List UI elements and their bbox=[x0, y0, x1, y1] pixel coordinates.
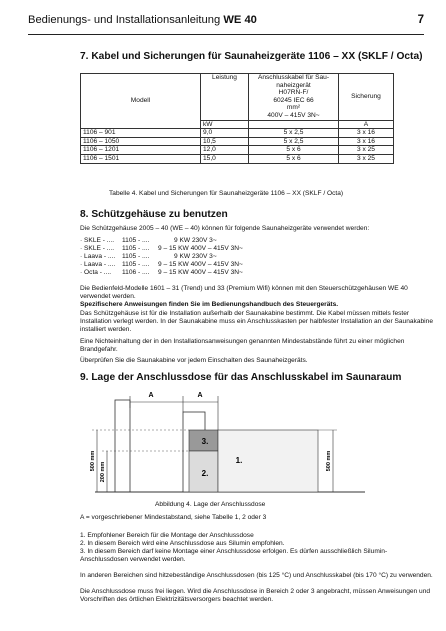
table-header-cable-line: Anschlusskabel für Sau- bbox=[257, 74, 330, 81]
list-item bbox=[80, 237, 330, 245]
cell-model: 1106 – 1501 bbox=[81, 154, 201, 163]
zone-list bbox=[80, 532, 435, 564]
section-8-paragraph-3: Eine Nichteinhaltung der in den Installationsanweisungen genannten Mindestabstände führt zu einer möglichen Brandgefahr. bbox=[80, 338, 405, 353]
figure-caption: Abbildung 4. Lage der Anschlussdose bbox=[155, 501, 266, 508]
wall-section bbox=[115, 400, 130, 492]
label-zone-3: 3. bbox=[201, 437, 209, 446]
list-item bbox=[80, 245, 330, 253]
paragraph-bold: Spezifischere Anweisungen finden Sie im Bedienungshandbuch des Steuergeräts. bbox=[80, 300, 339, 308]
table-row bbox=[81, 137, 394, 146]
label-500-right: 500 mm bbox=[326, 450, 332, 472]
cell-cable: 5 x 6 bbox=[249, 146, 339, 155]
model-code: 1105 - .... bbox=[122, 237, 150, 244]
table-caption: Tabelle 4. Kabel und Sicherungen für Saunaheizgeräte 1106 – XX (SKLF / Octa) bbox=[109, 190, 344, 197]
page-header bbox=[28, 8, 424, 35]
table-unit-power: kW bbox=[201, 120, 249, 129]
table-unit-cable bbox=[249, 120, 339, 129]
cell-fuse: 3 x 25 bbox=[339, 154, 394, 163]
table-header-cable-line: naheizgerät bbox=[276, 81, 311, 89]
model-code: 1105 - .... bbox=[122, 252, 150, 260]
cable-fuse-table bbox=[80, 73, 394, 164]
model-name: · SKLE - .... bbox=[80, 237, 115, 244]
cell-power: 15,0 bbox=[201, 154, 249, 163]
cell-fuse: 3 x 16 bbox=[339, 137, 394, 146]
label-200: 200 mm bbox=[100, 461, 106, 483]
page-number: 7 bbox=[417, 14, 424, 26]
table-row bbox=[81, 129, 394, 138]
cell-fuse: 3 x 25 bbox=[339, 146, 394, 155]
cell-cable: 5 x 2,5 bbox=[249, 129, 339, 138]
cell-cable: 5 x 2,5 bbox=[249, 137, 339, 146]
list-item bbox=[80, 253, 330, 261]
model-spec: 9 KW 230V 3~ bbox=[174, 252, 217, 260]
list-item: 1. Empfohlener Bereich für die Montage der Anschlussdose bbox=[80, 532, 254, 539]
paragraph-text: Die Bedienfeld-Modelle 1601 – 31 (Trend) und 33 (Premium Wifi) können mit den Steuerschützgehäusen WE 40 verwendet werden. bbox=[80, 285, 408, 300]
table-header-cable bbox=[249, 74, 339, 121]
model-code: 1105 - .... bbox=[122, 244, 150, 252]
label-zone-1: 1. bbox=[235, 456, 243, 465]
table-header-model: Modell bbox=[81, 74, 201, 129]
model-code: 1105 - .... bbox=[122, 260, 150, 268]
label-a-left: A bbox=[148, 392, 154, 399]
cell-power: 9,0 bbox=[201, 129, 249, 138]
label-a-right: A bbox=[197, 392, 203, 399]
section-8-heading: 8. Schützgehäuse zu benutzen bbox=[80, 209, 228, 220]
model-spec: 9 – 15 KW 400V – 415V 3N~ bbox=[158, 268, 243, 276]
cell-model: 1106 – 1050 bbox=[81, 137, 201, 146]
table-header-cable-line: 60245 IEC 66 bbox=[273, 96, 314, 104]
table-unit-fuse: A bbox=[339, 120, 394, 129]
cell-model: 1106 – 1201 bbox=[81, 146, 201, 155]
table-row bbox=[81, 146, 394, 155]
cell-power: 12,0 bbox=[201, 146, 249, 155]
zone-1-area bbox=[218, 430, 318, 492]
table-header-cable-line: H07RN-F/ bbox=[278, 89, 309, 97]
table-header-cable-line: mm² bbox=[286, 104, 301, 112]
section-9-paragraph-2: Die Anschlussdose muss frei liegen. Wird die Anschlussdose in Bereich 2 oder 3 angebracht, müssen Anweisungen und Vorschriften des örtlichen Elektrizitätsversorgers beachtet werden. bbox=[80, 588, 431, 603]
header-title-text: Bedienungs- und Installationsanleitung bbox=[28, 14, 221, 26]
section-9-paragraph-1: In anderen Bereichen sind hitzebeständige Anschlussdosen (bis 125 °C) und Anschlusskabel (bis 170 °C) zu verwenden. bbox=[80, 572, 433, 579]
table-header-fuse: Sicherung bbox=[339, 74, 394, 121]
list-item bbox=[80, 269, 330, 277]
list-item: 3. In diesem Bereich darf keine Montage einer Anschlussdose erfolgen. Es dürfen ausschließlich Silumin-Anschlussdosen verwendet werden. bbox=[80, 547, 388, 563]
table-row bbox=[81, 154, 394, 163]
header-model: WE 40 bbox=[223, 14, 257, 26]
cell-model: 1106 – 901 bbox=[81, 129, 201, 138]
model-name: · Laava - .... bbox=[80, 252, 116, 260]
section-9-heading: 9. Lage der Anschlussdose für das Anschlusskabel im Saunaraum bbox=[80, 372, 402, 383]
model-name: · Laava - .... bbox=[80, 260, 116, 268]
label-500-left: 500 mm bbox=[90, 450, 96, 472]
section-8-paragraph-2: Das Schützgehäuse ist für die Installation außerhalb der Saunakabine bestimmt. Die Kabel müssen mittels fester Installation verlegt werden. In der Saunakabine muss ein Anschlusskasten per halbfester Installation an der Saunakabine installiert werden. bbox=[80, 310, 433, 333]
model-spec: 9 – 15 KW 400V – 415V 3N~ bbox=[158, 260, 243, 268]
model-spec: 9 – 15 KW 400V – 415V 3N~ bbox=[158, 244, 243, 252]
model-name: · SKLE - .... bbox=[80, 244, 115, 252]
section-8-paragraph-4: Überprüfen Sie die Saunakabine vor jedem Einschalten des Saunaheizgeräts. bbox=[80, 357, 308, 364]
heater-model-list bbox=[80, 237, 330, 276]
junction-box-figure bbox=[75, 378, 365, 498]
table-header-cable-line: 400V – 415V 3N~ bbox=[267, 111, 320, 119]
section-8-paragraph-1 bbox=[80, 285, 435, 309]
cell-fuse: 3 x 16 bbox=[339, 129, 394, 138]
figure-note: A = vorgeschriebener Mindestabstand, siehe Tabelle 1, 2 oder 3 bbox=[80, 514, 267, 521]
model-code: 1106 - .... bbox=[122, 268, 150, 276]
model-name: · Octa - .... bbox=[80, 268, 112, 276]
cell-power: 10,5 bbox=[201, 137, 249, 146]
model-spec: 9 KW 230V 3~ bbox=[174, 237, 217, 244]
section-7-heading: 7. Kabel und Sicherungen für Saunaheizgeräte 1106 – XX (SKLF / Octa) bbox=[80, 51, 423, 62]
cell-cable: 5 x 6 bbox=[249, 154, 339, 163]
table-header-power: Leistung bbox=[201, 74, 249, 121]
label-zone-2: 2. bbox=[201, 469, 209, 478]
list-item: 2. In diesem Bereich wird eine Anschlussdose aus Silumin empfohlen. bbox=[80, 539, 285, 547]
section-8-intro: Die Schützgehäuse 2005 – 40 (WE – 40) können für folgende Saunaheizgeräte verwendet werden: bbox=[80, 225, 370, 232]
header-title bbox=[28, 14, 257, 26]
list-item bbox=[80, 261, 330, 269]
